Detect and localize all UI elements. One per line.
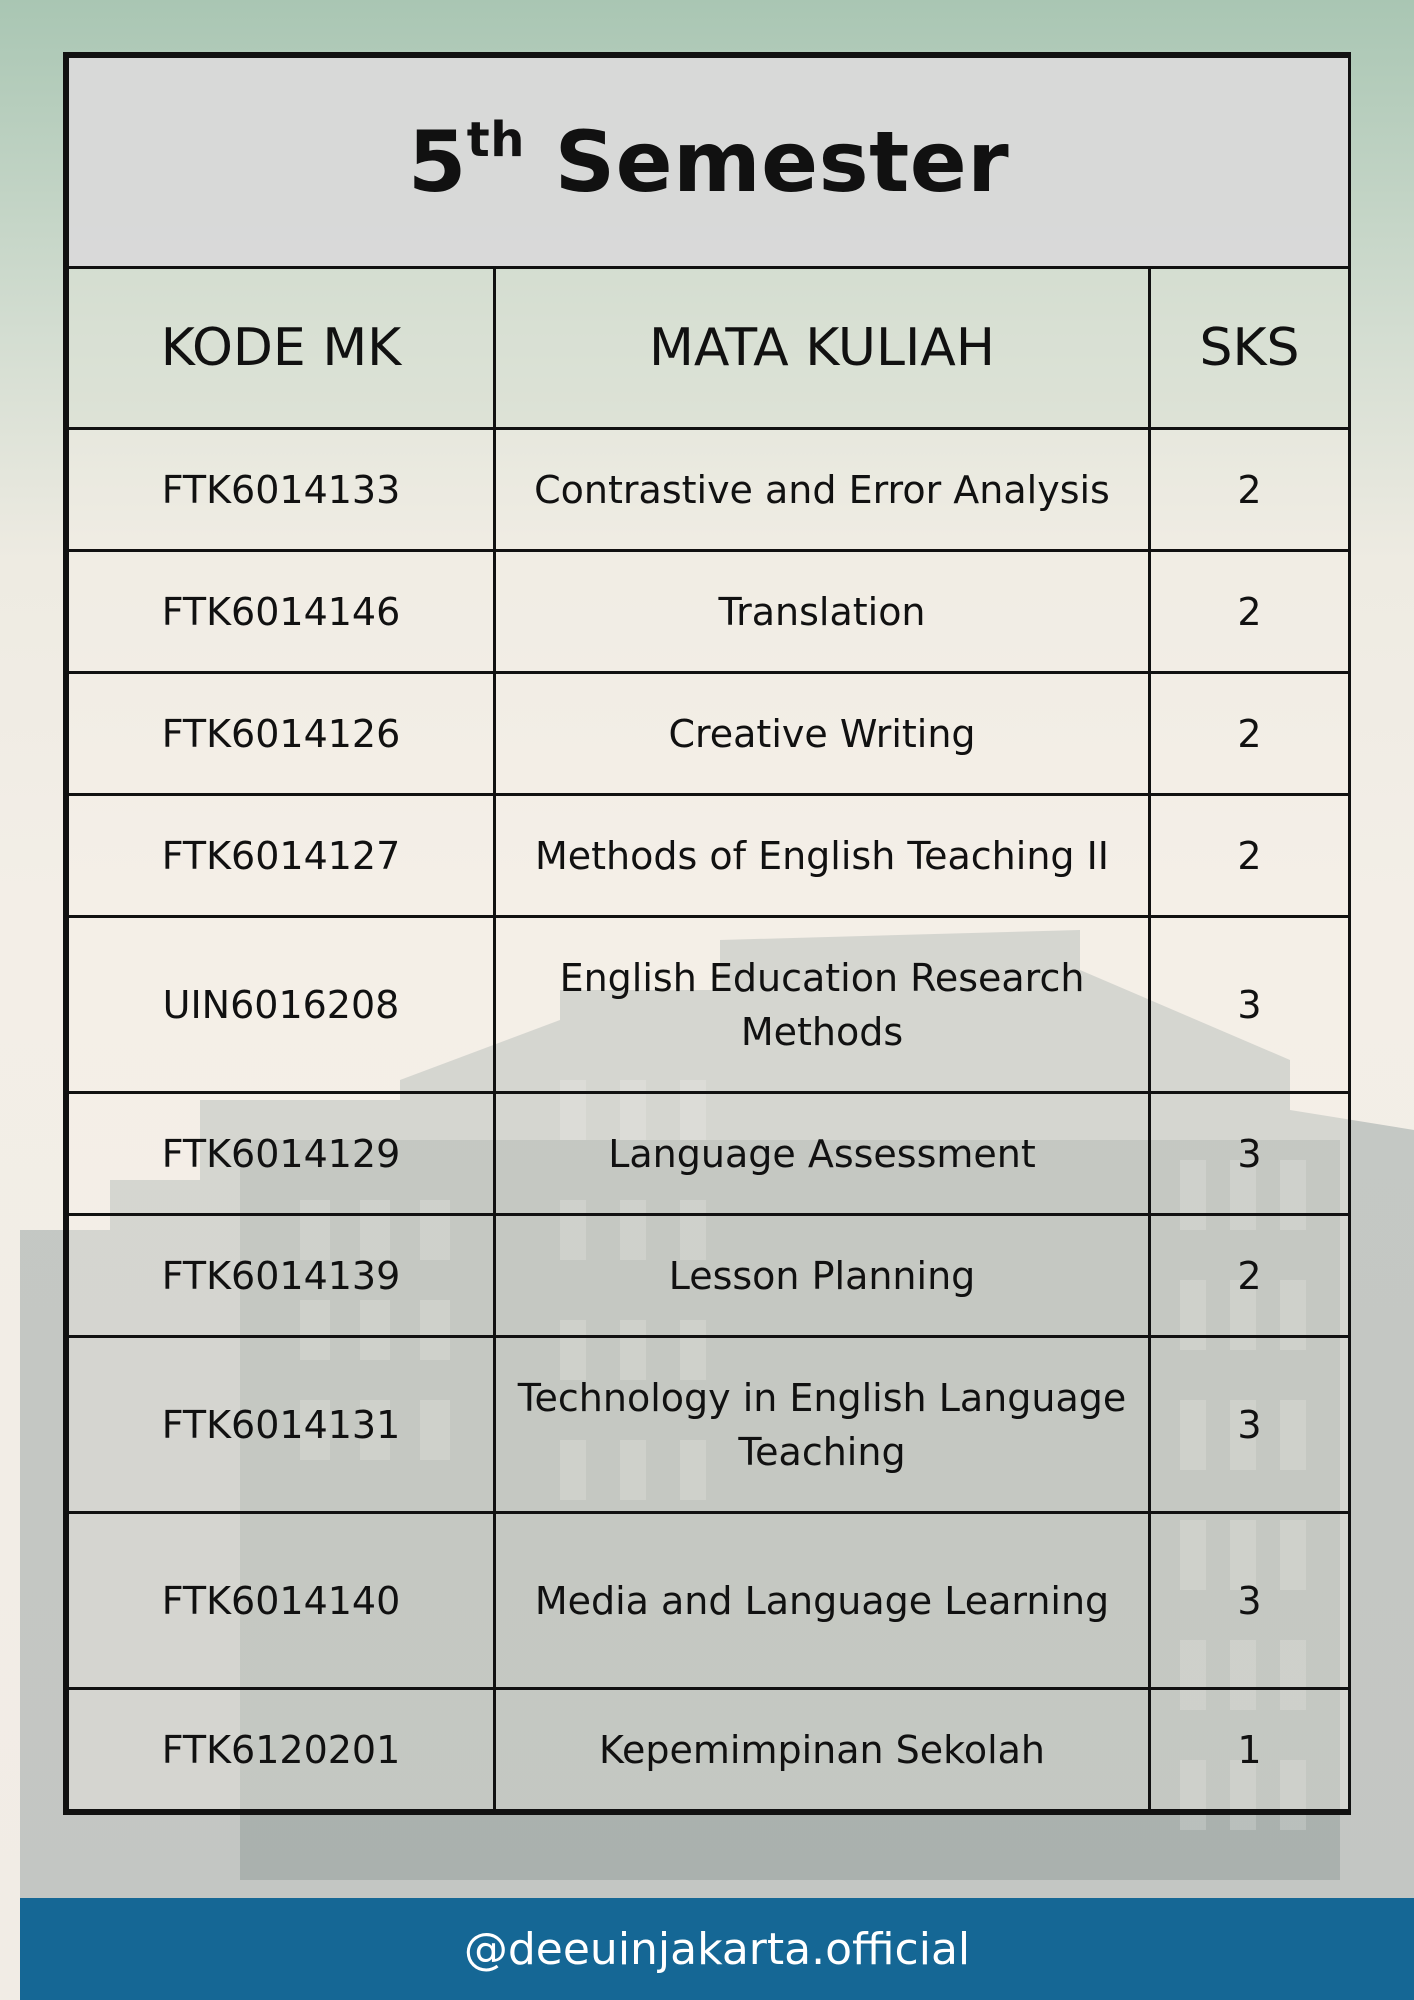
table-row: [68, 429, 1350, 551]
table-row: [68, 1513, 1350, 1689]
course-code: FTK6014140: [68, 1513, 495, 1689]
course-credits: 3: [1150, 1093, 1350, 1215]
table-row: [68, 1689, 1350, 1811]
semester-ordinal-suffix: th: [466, 112, 525, 168]
course-code: FTK6014131: [68, 1337, 495, 1513]
header-credits: SKS: [1150, 268, 1350, 429]
course-name: Methods of English Teaching II: [495, 795, 1150, 917]
course-name: English Education Research Methods: [495, 917, 1150, 1093]
table-row: [68, 1337, 1350, 1513]
table-row: [68, 1093, 1350, 1215]
course-credits: 3: [1150, 1337, 1350, 1513]
course-credits: 1: [1150, 1689, 1350, 1811]
course-name: Media and Language Learning: [495, 1513, 1150, 1689]
course-credits: 2: [1150, 673, 1350, 795]
course-code: FTK6014139: [68, 1215, 495, 1337]
social-handle: @deeuinjakarta.official: [463, 1923, 971, 1975]
course-code: FTK6014146: [68, 551, 495, 673]
course-name: Language Assessment: [495, 1093, 1150, 1215]
course-code: FTK6014133: [68, 429, 495, 551]
course-code: UIN6016208: [68, 917, 495, 1093]
table-row: [68, 795, 1350, 917]
course-credits: 3: [1150, 917, 1350, 1093]
course-name: Kepemimpinan Sekolah: [495, 1689, 1150, 1811]
course-name: Technology in English Language Teaching: [495, 1337, 1150, 1513]
page-title: [68, 57, 1350, 268]
course-code: FTK6120201: [68, 1689, 495, 1811]
course-code: FTK6014127: [68, 795, 495, 917]
semester-course-table-container: [63, 52, 1351, 1815]
table-row: [68, 1215, 1350, 1337]
table-header-row: [68, 268, 1350, 429]
course-table: [66, 55, 1351, 1812]
course-credits: 2: [1150, 429, 1350, 551]
header-course: MATA KULIAH: [495, 268, 1150, 429]
semester-number: 5: [407, 113, 467, 211]
course-name: Lesson Planning: [495, 1215, 1150, 1337]
course-name: Translation: [495, 551, 1150, 673]
footer-banner: [20, 1898, 1414, 2000]
semester-word: Semester: [554, 113, 1010, 211]
table-row: [68, 673, 1350, 795]
course-credits: 2: [1150, 795, 1350, 917]
table-row: [68, 551, 1350, 673]
course-credits: 2: [1150, 551, 1350, 673]
course-credits: 3: [1150, 1513, 1350, 1689]
table-row: [68, 917, 1350, 1093]
header-code: KODE MK: [68, 268, 495, 429]
course-name: Creative Writing: [495, 673, 1150, 795]
course-code: FTK6014126: [68, 673, 495, 795]
course-name: Contrastive and Error Analysis: [495, 429, 1150, 551]
course-code: FTK6014129: [68, 1093, 495, 1215]
course-credits: 2: [1150, 1215, 1350, 1337]
